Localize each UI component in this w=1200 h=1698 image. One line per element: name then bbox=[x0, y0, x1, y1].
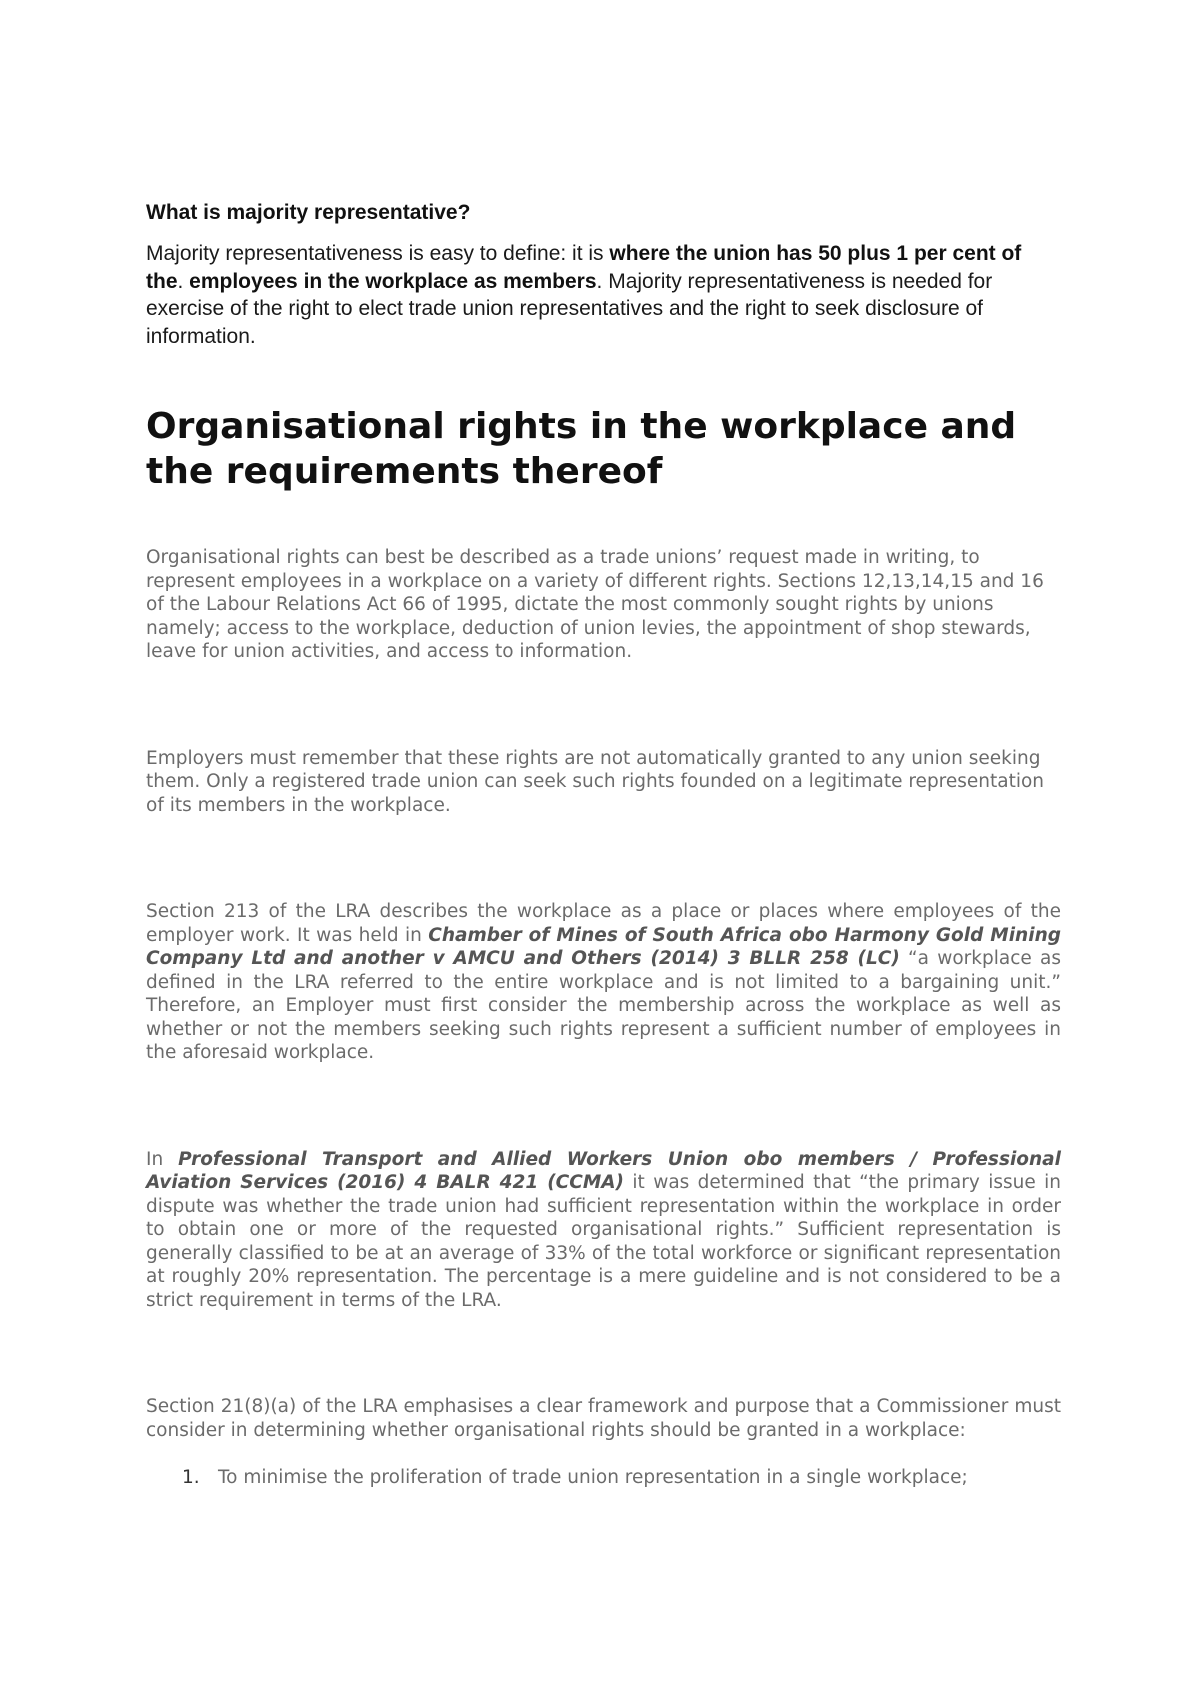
list-item-number: 1. bbox=[182, 1467, 200, 1488]
section-title: Organisational rights in the workplace and the requirements thereof bbox=[146, 406, 1017, 492]
intro-text-1: Majority representativeness is easy to define: it is bbox=[146, 242, 610, 265]
intro-text-2: . bbox=[177, 269, 190, 293]
paragraph-section-213 bbox=[146, 900, 1061, 1065]
intro-paragraph bbox=[146, 240, 1061, 350]
paragraph-employers: Employers must remember that these rights are not automatically granted to any union seeking them. Only a registered trade union can seek such rights founded on a legitimate representation of its members in the workplace. bbox=[146, 747, 1045, 816]
p3-text-a: Section 213 of the LRA describes the workplace as a place or places where employees of the employer work. It was held in bbox=[146, 901, 1061, 946]
paragraph-definition: Organisational rights can best be described as a trade unions’ request made in writing, to represent employees in a workplace on a variety of different rights. Sections 12,13,14,15 and 16 of the Labour Relations Act 66 of 1995, dictate the most commonly sought rights by unions namely; access to the workplace, deduction of union levies, the appointment of shop stewards, leave for union activities, and access to information. bbox=[146, 547, 1044, 662]
intro-bold-1: where the union has 50 plus 1 per cent of the bbox=[146, 242, 1022, 293]
list-item-text: To minimise the proliferation of trade union representation in a single workplace; bbox=[218, 1467, 968, 1488]
paragraph-professional-transport bbox=[146, 1148, 1061, 1313]
case-citation-ptawu: Professional Transport and Allied Workers Union obo members / Professional Aviation Services (2016) 4 BALR 421 (CCMA) bbox=[146, 1148, 1061, 1193]
list-item bbox=[146, 1466, 1061, 1490]
p4-text-b: it was determined that “the primary issue in dispute was whether the trade union had sufficient representation within the workplace in order to obtain one or more of the requested organisational rights.” Sufficient representation is generally classified to be at an average of 33% of the total workforce or significant representation at roughly 20% representation. The percentage is a mere guideline and is not considered to be a strict requirement in terms of the LRA. bbox=[146, 1172, 1061, 1311]
p3-text-b: “a workplace as defined in the LRA referred to the entire workplace and is not limited to a bargaining unit.” Therefore, an Employer must first consider the membership across the workplace as well as whether or not the members seeking such rights represent a sufficient number of employees in the aforesaid workplace. bbox=[146, 948, 1061, 1063]
case-citation-chamber-of-mines: Chamber of Mines of South Africa obo Harmony Gold Mining Company Ltd and another v AMCU and Others (2014) 3 BLLR 258 (LC) bbox=[146, 924, 1061, 969]
document-page bbox=[146, 200, 1061, 1490]
intro-bold-2: employees in the workplace as members bbox=[189, 269, 597, 293]
framework-list bbox=[146, 1466, 1061, 1490]
intro-text-3: . Majority representativeness is needed for exercise of the right to elect trade union representatives and the right to seek disclosure of information. bbox=[146, 269, 993, 348]
question-heading: What is majority representative? bbox=[146, 201, 471, 224]
paragraph-section-21: Section 21(8)(a) of the LRA emphasises a clear framework and purpose that a Commissioner must consider in determining whether organisational rights should be granted in a workplace: bbox=[146, 1396, 1061, 1441]
p4-text-a: In bbox=[146, 1148, 179, 1170]
